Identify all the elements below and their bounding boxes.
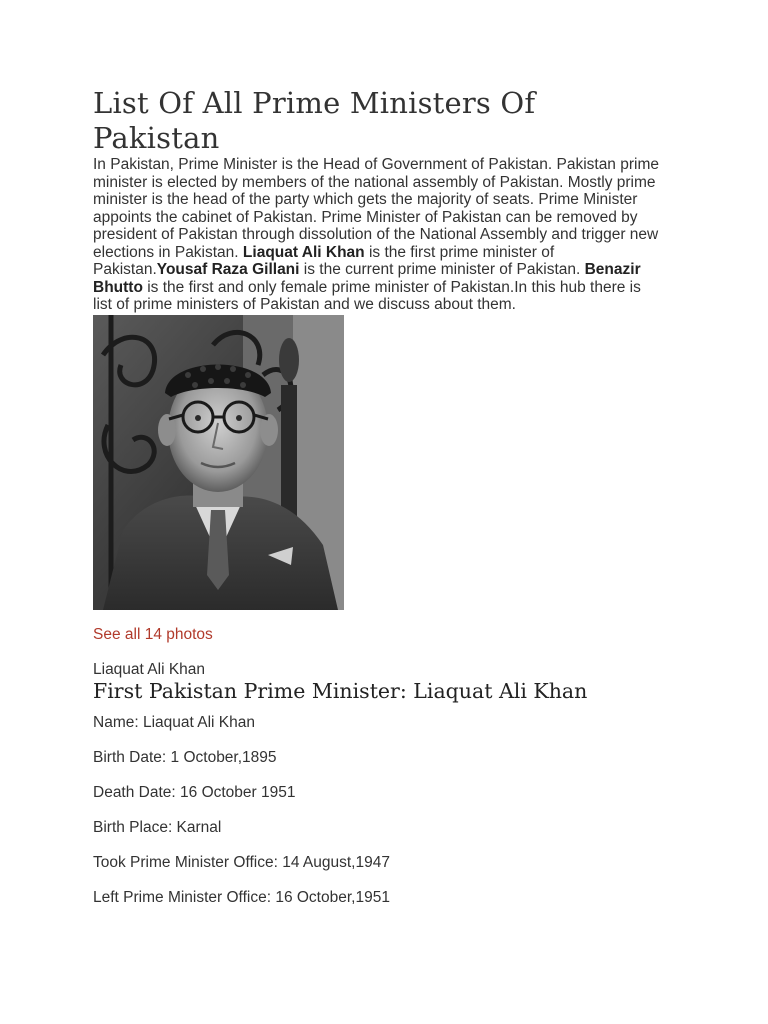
fact-took-office: Took Prime Minister Office: 14 August,1947 [93,853,390,871]
intro-text-2: is the first prime minister of Pakistan. [93,243,555,278]
intro-text-3: is the current prime minister of Pakistan. [299,261,585,278]
photo-caption: Liaquat Ali Khan [93,660,206,678]
intro-bold-liaquat: Liaquat Ali Khan [242,243,365,261]
fact-death-date: Death Date: 16 October 1951 [93,783,296,801]
fact-name: Name: Liaquat Ali Khan [93,713,255,731]
section-heading: First Pakistan Prime Minister: Liaquat Ali Khan [93,678,588,703]
article [93,86,663,924]
intro-text-4: is the first and only female prime minister of Pakistan.In this hub there is list of prime ministers of Pakistan and we discuss about them. [93,278,641,313]
intro-paragraph [93,156,663,314]
intro-bold-bhutto: Benazir Bhutto [93,261,641,296]
intro-text-1: In Pakistan, Prime Minister is the Head of Government of Pakistan. Pakistan prime minister is elected by members of the national assembly of Pakistan. Mostly prime minister is the head of the party which gets the majority of seats. Prime Minister appoints the cabinet of Pakistan. Prime Minister of Pakistan can be removed by president of Pakistan through dissolution of the National Assembly and trigger new elections in Pakistan. [93,156,659,261]
portrait-photo[interactable] [93,315,344,610]
page-title: List Of All Prime Ministers Of Pakistan [93,86,536,155]
fact-birth-place: Birth Place: Karnal [93,818,222,836]
fact-birth-date: Birth Date: 1 October,1895 [93,748,277,766]
portrait-photo-image [93,315,344,610]
fact-left-office: Left Prime Minister Office: 16 October,1951 [93,888,390,906]
see-all-photos-link[interactable]: See all 14 photos [93,625,213,643]
facts-list [93,714,663,906]
intro-bold-gillani: Yousaf Raza Gillani [156,261,300,278]
